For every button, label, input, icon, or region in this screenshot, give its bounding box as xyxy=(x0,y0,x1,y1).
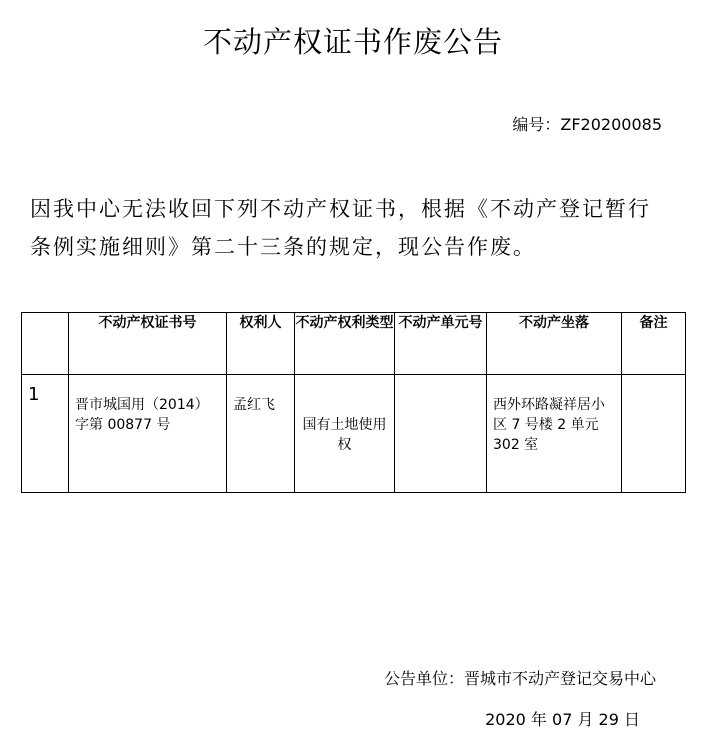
table-row xyxy=(22,375,686,493)
issuing-organization-name: 晋城市不动产登记交易中心 xyxy=(463,669,656,688)
page-title: 不动产权证书作废公告 xyxy=(202,25,503,59)
document-number-value: ZF20200085 xyxy=(560,115,662,134)
header-cert-no: 不动产权证书号 xyxy=(69,313,227,375)
document-number xyxy=(512,114,662,136)
notice-text xyxy=(30,190,680,266)
header-unit-no: 不动产单元号 xyxy=(395,313,487,375)
document-number-label: 编号： xyxy=(512,115,561,134)
notice-line-1: 因我中心无法收回下列不动产权证书，根据《不动产登记暂行 xyxy=(30,197,651,221)
row-owner: 孟红飞 xyxy=(227,375,295,493)
row-unit-no xyxy=(395,375,487,493)
notice-date: 2020 年 07 月 29 日 xyxy=(485,710,640,729)
voided-certificates-table xyxy=(21,312,686,493)
header-right-type: 不动产权利类型 xyxy=(295,313,395,375)
row-index: 1 xyxy=(22,375,69,493)
issuing-organization xyxy=(384,668,656,690)
notice-line-2: 条例实施细则》第二十三条的规定，现公告作废。 xyxy=(30,235,536,259)
row-remarks xyxy=(622,375,686,493)
header-owner: 权利人 xyxy=(227,313,295,375)
issuing-organization-label: 公告单位： xyxy=(383,669,464,688)
header-remarks: 备注 xyxy=(622,313,686,375)
header-location: 不动产坐落 xyxy=(487,313,622,375)
row-right-type: 国有土地使用权 xyxy=(295,375,395,493)
row-location: 西外环路凝祥居小区 7 号楼 2 单元 302 室 xyxy=(487,375,622,493)
table-header-row xyxy=(22,313,686,375)
row-cert-no: 晋市城国用（2014）字第 00877 号 xyxy=(69,375,227,493)
header-index xyxy=(22,313,69,375)
